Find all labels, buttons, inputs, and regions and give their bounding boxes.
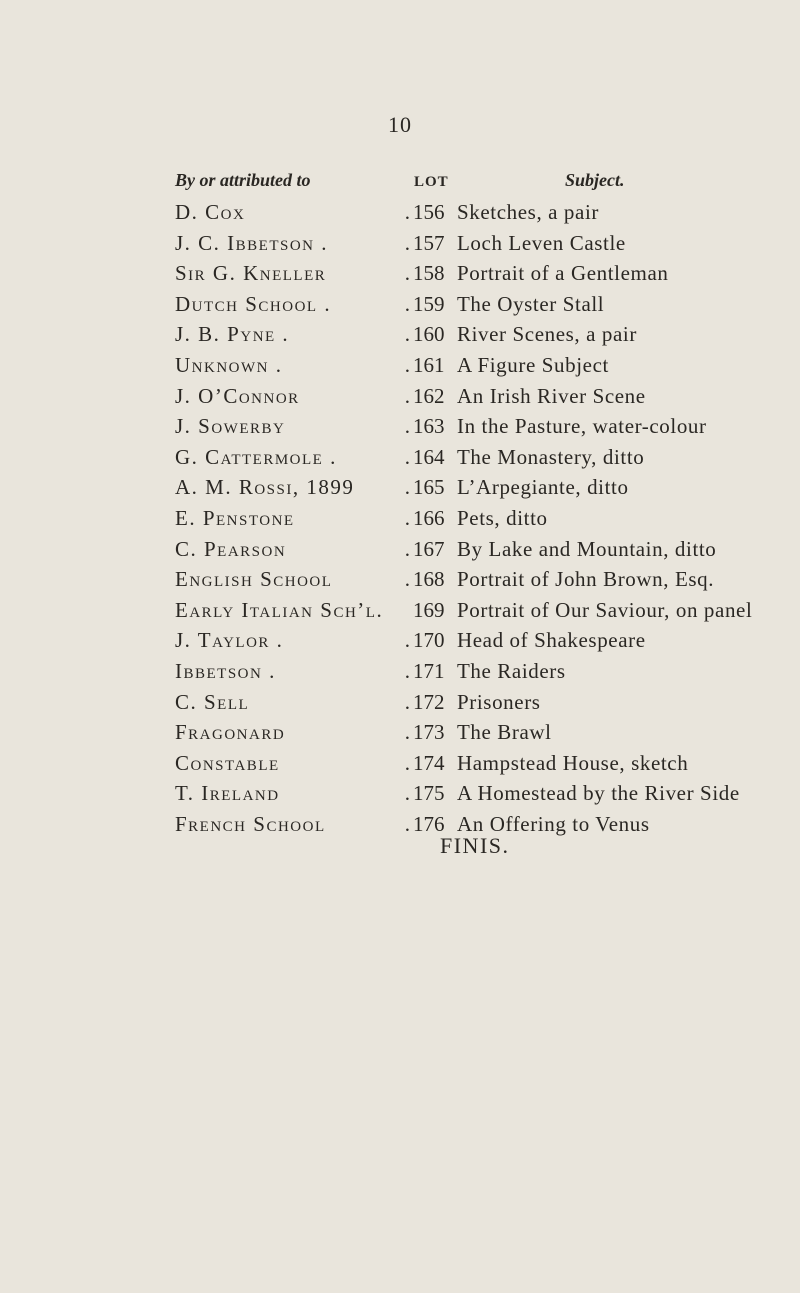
dot-leader: . bbox=[404, 811, 410, 836]
subject-column-header: Subject. bbox=[565, 170, 625, 190]
lot-column-header: LOT bbox=[414, 174, 449, 190]
lot-row bbox=[0, 595, 800, 626]
subject-title: The Oyster Stall bbox=[457, 291, 605, 316]
artist-name: Early Italian Sch’l. bbox=[175, 597, 384, 622]
lot-number: 163 bbox=[413, 414, 445, 439]
lot-number: 165 bbox=[413, 475, 445, 500]
artist-name: A. M. Rossi, 1899 bbox=[175, 475, 355, 500]
artist-name: C. Sell bbox=[175, 689, 250, 714]
dot-leader: . bbox=[404, 322, 410, 347]
subject-title: Sketches, a pair bbox=[457, 200, 599, 224]
lot-row bbox=[0, 656, 800, 687]
dot-leader: . bbox=[404, 475, 410, 500]
lot-number: 164 bbox=[413, 444, 445, 469]
artist-name: J. O’Connor bbox=[175, 383, 300, 408]
dot-leader: . bbox=[404, 383, 410, 408]
lot-number: 175 bbox=[413, 781, 445, 806]
lot-row bbox=[0, 350, 800, 381]
dot-leader: . bbox=[404, 352, 410, 377]
lot-row bbox=[0, 442, 800, 473]
lot-row bbox=[0, 258, 800, 289]
dot-leader: . bbox=[404, 505, 410, 530]
lot-number: 176 bbox=[413, 811, 445, 836]
subject-title: L’Arpegiante, ditto bbox=[457, 475, 629, 500]
dot-leader: . bbox=[404, 291, 410, 316]
dot-leader: . bbox=[404, 414, 410, 439]
lot-number: 158 bbox=[413, 261, 445, 286]
dot-leader: . bbox=[404, 628, 410, 653]
lot-number: 174 bbox=[413, 750, 445, 775]
dot-leader: . bbox=[404, 658, 410, 683]
lot-number: 156 bbox=[413, 200, 445, 224]
dot-leader: . bbox=[404, 444, 410, 469]
artist-name: J. Taylor . bbox=[175, 628, 284, 653]
artist-name: Dutch School . bbox=[175, 291, 332, 316]
subject-title: Portrait of a Gentleman bbox=[457, 261, 669, 286]
subject-title: An Offering to Venus bbox=[457, 811, 650, 836]
lot-row bbox=[0, 381, 800, 412]
lot-number: 160 bbox=[413, 322, 445, 347]
lot-row bbox=[0, 472, 800, 503]
lot-number: 171 bbox=[413, 658, 445, 683]
artist-name: D. Cox bbox=[175, 200, 246, 224]
lot-number: 167 bbox=[413, 536, 445, 561]
artist-name: J. B. Pyne . bbox=[175, 322, 290, 347]
artist-name: Sir G. Kneller bbox=[175, 261, 327, 286]
artist-name: Constable bbox=[175, 750, 280, 775]
lot-row bbox=[0, 289, 800, 320]
artist-name: T. Ireland bbox=[175, 781, 280, 806]
artist-name: Fragonard bbox=[175, 720, 286, 745]
subject-title: Portrait of John Brown, Esq. bbox=[457, 567, 715, 592]
lot-row bbox=[0, 687, 800, 718]
lot-row bbox=[0, 197, 800, 228]
subject-title: Hampstead House, sketch bbox=[457, 750, 689, 775]
artist-name: C. Pearson bbox=[175, 536, 287, 561]
subject-title: An Irish River Scene bbox=[457, 383, 646, 408]
dot-leader: . bbox=[404, 536, 410, 561]
subject-title: Portrait of Our Saviour, on panel bbox=[457, 597, 753, 622]
dot-leader: . bbox=[404, 261, 410, 286]
dot-leader: . bbox=[404, 750, 410, 775]
subject-title: A Homestead by the River Side bbox=[457, 781, 740, 806]
lot-row bbox=[0, 778, 800, 809]
dot-leader: . bbox=[404, 781, 410, 806]
subject-title: Prisoners bbox=[457, 689, 541, 714]
subject-title: Loch Leven Castle bbox=[457, 230, 626, 255]
lot-number: 159 bbox=[413, 291, 445, 316]
artist-name: J. Sowerby bbox=[175, 414, 286, 439]
lot-row bbox=[0, 411, 800, 442]
artist-column-header: By or attributed to bbox=[175, 170, 311, 190]
lot-number: 170 bbox=[413, 628, 445, 653]
dot-leader: . bbox=[404, 200, 410, 224]
artist-name: E. Penstone bbox=[175, 505, 295, 530]
subject-title: The Brawl bbox=[457, 720, 552, 745]
artist-name: English School bbox=[175, 567, 333, 592]
lot-row bbox=[0, 625, 800, 656]
subject-title: Pets, ditto bbox=[457, 505, 548, 530]
subject-title: River Scenes, a pair bbox=[457, 322, 637, 347]
artist-name: J. C. Ibbetson . bbox=[175, 230, 329, 255]
artist-name: Unknown . bbox=[175, 352, 283, 377]
lot-number: 166 bbox=[413, 505, 445, 530]
dot-leader: . bbox=[404, 230, 410, 255]
lot-number: 162 bbox=[413, 383, 445, 408]
lot-number: 172 bbox=[413, 689, 445, 714]
artist-name: French School bbox=[175, 811, 326, 836]
lot-row bbox=[0, 228, 800, 259]
subject-title: By Lake and Mountain, ditto bbox=[457, 536, 717, 561]
subject-title: In the Pasture, water-colour bbox=[457, 414, 707, 439]
page-number: 10 bbox=[388, 112, 412, 137]
lot-list bbox=[0, 197, 800, 839]
subject-title: The Monastery, ditto bbox=[457, 444, 645, 469]
lot-number: 157 bbox=[413, 230, 445, 255]
artist-name: G. Cattermole . bbox=[175, 444, 337, 469]
subject-title: Head of Shakespeare bbox=[457, 628, 646, 653]
lot-number: 173 bbox=[413, 720, 445, 745]
lot-number: 161 bbox=[413, 352, 445, 377]
lot-number: 169 bbox=[413, 597, 445, 622]
artist-name: Ibbetson . bbox=[175, 658, 276, 683]
subject-title: The Raiders bbox=[457, 658, 566, 683]
lot-row bbox=[0, 809, 800, 840]
lot-row bbox=[0, 748, 800, 779]
dot-leader: . bbox=[404, 567, 410, 592]
lot-row bbox=[0, 717, 800, 748]
lot-row bbox=[0, 564, 800, 595]
lot-row bbox=[0, 503, 800, 534]
dot-leader: . bbox=[404, 689, 410, 714]
lot-number: 168 bbox=[413, 567, 445, 592]
subject-title: A Figure Subject bbox=[457, 352, 609, 377]
finis-text: FINIS. bbox=[440, 833, 510, 858]
lot-row bbox=[0, 319, 800, 350]
dot-leader: . bbox=[404, 720, 410, 745]
lot-row bbox=[0, 534, 800, 565]
